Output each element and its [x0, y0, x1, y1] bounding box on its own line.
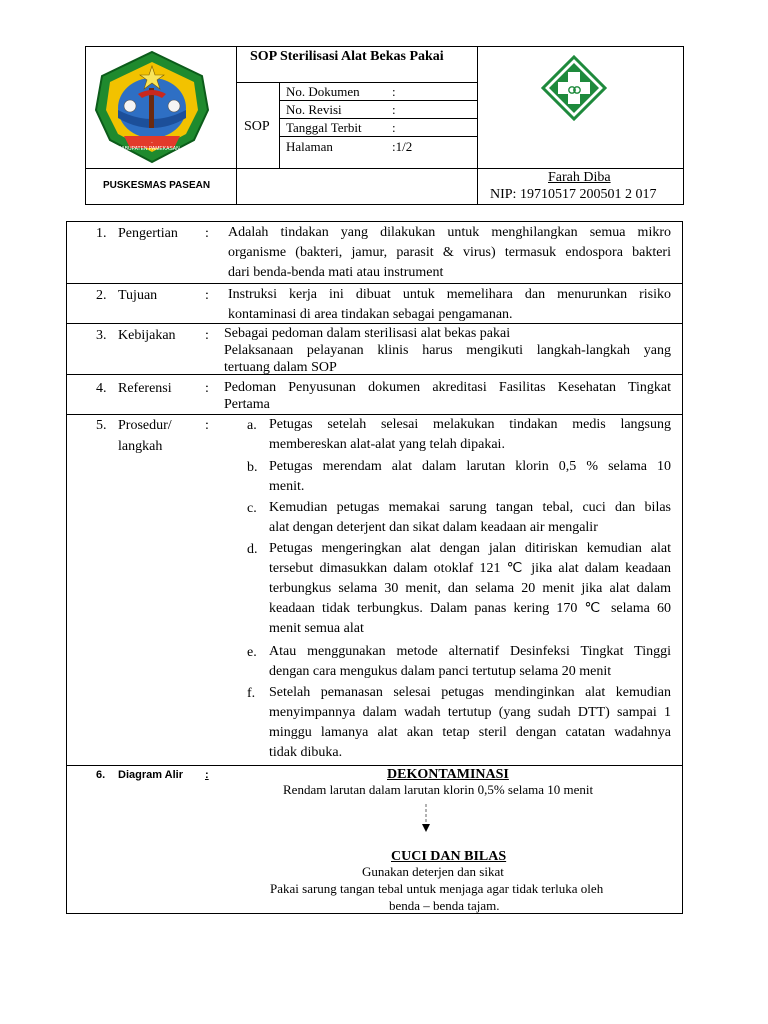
section-body: Instruksi kerja ini dibuat untuk memelihara dan menurunkan risiko kontaminasi di area tindakan sebagai pengamanan.	[228, 287, 671, 322]
org-name: PUSKESMAS PASEAN	[103, 180, 211, 191]
section-number: 5.	[96, 418, 107, 433]
section-colon: :	[205, 226, 209, 241]
svg-text:·: ·	[151, 140, 153, 147]
section-title: Prosedur/	[118, 418, 172, 433]
flow-step-desc: Gunakan deterjen dan sikat	[362, 864, 504, 879]
down-arrow-icon	[420, 802, 432, 834]
field-label: No. Revisi	[286, 102, 342, 117]
section-number: 2.	[96, 288, 107, 303]
step-marker: a.	[247, 418, 257, 433]
signer-nip: NIP: 19710517 200501 2 017	[490, 187, 657, 202]
section-body: Adalah tindakan yang dilakukan untuk menghilangkan semua mikro organisme (bakteri, jamur, parasit & virus) termasuk endospora bakteri dari benda-benda mati atau instrument	[228, 225, 671, 280]
step-marker: c.	[247, 501, 257, 516]
step-text: Setelah pemanasan selesai petugas mendinginkan alat kemudian menyimpannya dalam wadah tertutup (yang sudah DTT) sampai 1 minggu lamanya alat akan tetap steril dengan catatan wadahnya tidak dibuka.	[269, 685, 671, 760]
section-colon: :	[205, 418, 209, 433]
flow-step-title: CUCI DAN BILAS	[391, 849, 507, 864]
section-title: Diagram Alir	[118, 769, 184, 781]
section-colon: :	[205, 328, 209, 343]
step-marker: f.	[247, 686, 256, 701]
section-body: Sebagai pedoman dalam sterilisasi alat bekas pakai Pelaksanaan pelayanan klinis harus mengikuti langkah-langkah yang tertuang dalam SOP	[224, 326, 671, 375]
step-marker: d.	[247, 542, 258, 557]
section-title: Referensi	[118, 381, 172, 396]
step-text: Petugas setelah selesai melakukan tindakan medis langsung membereskan alat-alat yang telah dipakai.	[269, 417, 671, 452]
step-text: Kemudian petugas memakai sarung tangan tebal, cuci dan bilas alat dengan deterjent dan sikat dalam keadaan air mengalir	[269, 500, 671, 535]
step-text: Atau menggunakan metode alternatif Desinfeksi Tingkat Tinggi dengan cara mengukus dalam panci tertutup selama 20 menit	[269, 644, 671, 679]
section-number: 1.	[96, 226, 107, 241]
puskesmas-logo-icon	[541, 55, 607, 121]
sop-title: SOP Sterilisasi Alat Bekas Pakai	[250, 49, 444, 64]
flow-step-desc: Pakai sarung tangan tebal untuk menjaga agar tidak terluka oleh	[270, 881, 604, 896]
signer-name: Farah Diba	[548, 170, 611, 185]
field-label: No. Dokumen	[286, 84, 360, 99]
section-colon: :	[205, 288, 209, 303]
section-number: 6.	[96, 769, 106, 781]
flow-step-desc: Rendam larutan dalam larutan klorin 0,5% selama 10 menit	[283, 782, 594, 797]
section-number: 3.	[96, 328, 107, 343]
section-colon: :	[205, 769, 209, 781]
step-marker: e.	[247, 645, 257, 660]
field-value: :	[392, 84, 396, 99]
flow-step-title: DEKONTAMINASI	[387, 767, 509, 782]
field-value: :	[392, 102, 396, 117]
step-text: Petugas merendam alat dalam larutan klorin 0,5 % selama 10 menit.	[269, 459, 671, 494]
field-value: :1/2	[392, 139, 413, 154]
pamekasan-emblem-icon	[90, 48, 215, 166]
section-colon: :	[205, 381, 209, 396]
sop-label: SOP	[244, 119, 270, 134]
emblem-caption: KABUPATEN PAMEKASAN	[118, 146, 180, 152]
section-body: Pedoman Penyusunan dokumen akreditasi Fasilitas Kesehatan Tingkat Pertama	[224, 380, 671, 412]
section-title: Kebijakan	[118, 328, 176, 343]
step-marker: b.	[247, 460, 258, 475]
section-title: Tujuan	[118, 288, 158, 303]
field-value: :	[392, 120, 396, 135]
step-text: Petugas mengeringkan alat dengan jalan ditiriskan kemudian alat tersebut dimasukkan dalam otoklaf 121 ℃ jika alat dalam keadaan terbungkus selama 30 menit, dan selama 20 menit jika alat dalam keadaan tidak terbungkus. Dalam panas kering 170 ℃ selama 60 menit semua alat	[269, 541, 671, 636]
field-label: Tanggal Terbit	[286, 120, 362, 135]
section-title: Pengertian	[118, 226, 178, 241]
field-label: Halaman	[286, 139, 333, 154]
section-number: 4.	[96, 381, 107, 396]
flow-step-desc: benda – benda tajam.	[389, 898, 500, 913]
section-title-cont: langkah	[118, 439, 163, 454]
